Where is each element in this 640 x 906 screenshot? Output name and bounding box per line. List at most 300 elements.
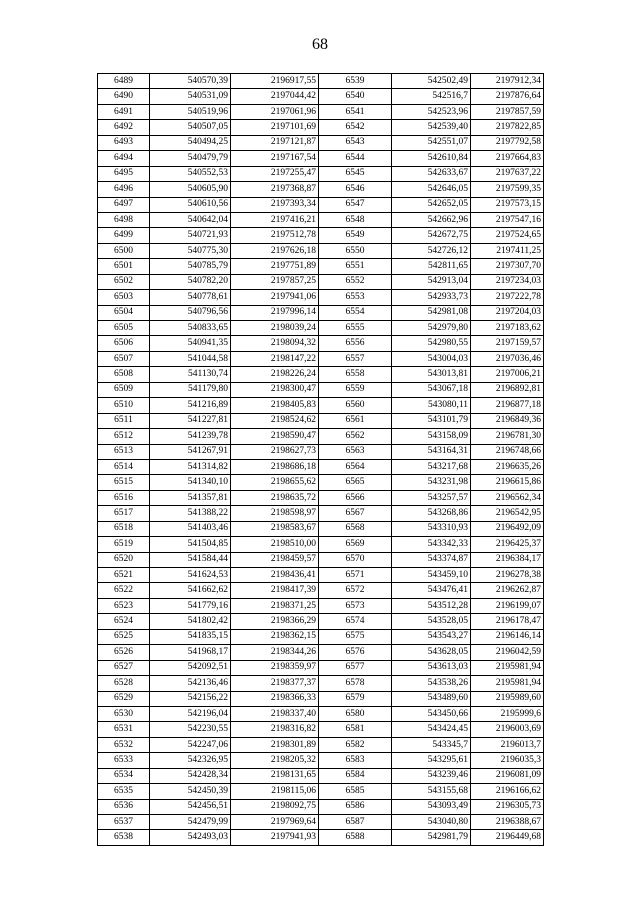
y-left-cell: 2197626,18	[231, 243, 319, 258]
table-row	[98, 799, 544, 814]
y-right-cell: 2197307,70	[471, 259, 544, 274]
point-number-left-cell: 6536	[98, 799, 150, 814]
point-number-right-cell: 6570	[319, 552, 392, 567]
point-number-right-cell: 6548	[319, 212, 392, 227]
point-number-right-cell: 6565	[319, 475, 392, 490]
point-number-right-cell: 6558	[319, 367, 392, 382]
point-number-right-cell: 6579	[319, 691, 392, 706]
point-number-left-cell: 6496	[98, 182, 150, 197]
point-number-right-cell: 6539	[319, 74, 392, 89]
x-left-cell: 541802,42	[150, 614, 231, 629]
x-right-cell: 543080,11	[392, 398, 471, 413]
y-right-cell: 2196305,73	[471, 799, 544, 814]
y-right-cell: 2196384,17	[471, 552, 544, 567]
point-number-left-cell: 6513	[98, 444, 150, 459]
point-number-right-cell: 6583	[319, 753, 392, 768]
point-number-left-cell: 6500	[98, 243, 150, 258]
y-left-cell: 2198598,97	[231, 506, 319, 521]
y-left-cell: 2198510,00	[231, 537, 319, 552]
point-number-right-cell: 6577	[319, 660, 392, 675]
point-number-right-cell: 6541	[319, 104, 392, 119]
point-number-right-cell: 6581	[319, 722, 392, 737]
point-number-left-cell: 6509	[98, 382, 150, 397]
x-left-cell: 542247,06	[150, 737, 231, 752]
point-number-left-cell: 6521	[98, 568, 150, 583]
point-number-right-cell: 6545	[319, 166, 392, 181]
x-left-cell: 540479,79	[150, 151, 231, 166]
table-row	[98, 614, 544, 629]
x-right-cell: 543538,26	[392, 676, 471, 691]
y-left-cell: 2198459,57	[231, 552, 319, 567]
x-left-cell: 541779,16	[150, 598, 231, 613]
x-right-cell: 543295,61	[392, 753, 471, 768]
y-right-cell: 2197547,16	[471, 212, 544, 227]
y-right-cell: 2196849,36	[471, 413, 544, 428]
table-row	[98, 305, 544, 320]
y-left-cell: 2197101,69	[231, 120, 319, 135]
table-row	[98, 120, 544, 135]
y-left-cell: 2197512,78	[231, 228, 319, 243]
point-number-left-cell: 6497	[98, 197, 150, 212]
x-left-cell: 541216,89	[150, 398, 231, 413]
x-right-cell: 542726,12	[392, 243, 471, 258]
point-number-left-cell: 6522	[98, 583, 150, 598]
x-left-cell: 540552,53	[150, 166, 231, 181]
point-number-left-cell: 6535	[98, 784, 150, 799]
point-number-right-cell: 6575	[319, 629, 392, 644]
table-row	[98, 737, 544, 752]
y-right-cell: 2196877,18	[471, 398, 544, 413]
y-right-cell: 2196542,95	[471, 506, 544, 521]
point-number-left-cell: 6538	[98, 830, 150, 845]
point-number-right-cell: 6586	[319, 799, 392, 814]
point-number-right-cell: 6547	[319, 197, 392, 212]
x-left-cell: 540531,09	[150, 89, 231, 104]
y-right-cell: 2196615,86	[471, 475, 544, 490]
y-right-cell: 2196492,09	[471, 521, 544, 536]
y-left-cell: 2197996,14	[231, 305, 319, 320]
point-number-right-cell: 6571	[319, 568, 392, 583]
x-right-cell: 542539,40	[392, 120, 471, 135]
x-left-cell: 542450,39	[150, 784, 231, 799]
y-left-cell: 2197416,21	[231, 212, 319, 227]
x-right-cell: 543239,46	[392, 768, 471, 783]
point-number-left-cell: 6531	[98, 722, 150, 737]
y-right-cell: 2196166,62	[471, 784, 544, 799]
point-number-left-cell: 6499	[98, 228, 150, 243]
point-number-right-cell: 6573	[319, 598, 392, 613]
x-right-cell: 542610,84	[392, 151, 471, 166]
x-left-cell: 540721,93	[150, 228, 231, 243]
y-right-cell: 2197183,62	[471, 321, 544, 336]
y-right-cell: 2197637,22	[471, 166, 544, 181]
table-row	[98, 753, 544, 768]
x-right-cell: 542502,49	[392, 74, 471, 89]
x-right-cell: 542662,96	[392, 212, 471, 227]
x-left-cell: 541044,58	[150, 351, 231, 366]
point-number-left-cell: 6505	[98, 321, 150, 336]
point-number-left-cell: 6503	[98, 290, 150, 305]
table-row	[98, 706, 544, 721]
point-number-right-cell: 6543	[319, 135, 392, 150]
table-row	[98, 274, 544, 289]
point-number-right-cell: 6562	[319, 429, 392, 444]
x-left-cell: 541388,22	[150, 506, 231, 521]
point-number-left-cell: 6508	[98, 367, 150, 382]
point-number-left-cell: 6528	[98, 676, 150, 691]
point-number-left-cell: 6537	[98, 815, 150, 830]
y-right-cell: 2195989,60	[471, 691, 544, 706]
x-left-cell: 541340,10	[150, 475, 231, 490]
x-left-cell: 542493,03	[150, 830, 231, 845]
point-number-right-cell: 6555	[319, 321, 392, 336]
table-row	[98, 135, 544, 150]
x-left-cell: 540610,56	[150, 197, 231, 212]
table-row	[98, 89, 544, 104]
x-left-cell: 542156,22	[150, 691, 231, 706]
y-right-cell: 2196388,67	[471, 815, 544, 830]
x-left-cell: 540570,39	[150, 74, 231, 89]
point-number-left-cell: 6533	[98, 753, 150, 768]
x-right-cell: 542933,73	[392, 290, 471, 305]
y-left-cell: 2198524,62	[231, 413, 319, 428]
table-row	[98, 413, 544, 428]
y-right-cell: 2197204,03	[471, 305, 544, 320]
y-right-cell: 2196178,47	[471, 614, 544, 629]
point-number-right-cell: 6556	[319, 336, 392, 351]
point-number-right-cell: 6559	[319, 382, 392, 397]
y-left-cell: 2198405,83	[231, 398, 319, 413]
y-right-cell: 2197234,03	[471, 274, 544, 289]
x-left-cell: 541357,81	[150, 490, 231, 505]
y-left-cell: 2198583,67	[231, 521, 319, 536]
x-left-cell: 540782,20	[150, 274, 231, 289]
y-right-cell: 2196562,34	[471, 490, 544, 505]
x-left-cell: 542230,55	[150, 722, 231, 737]
x-left-cell: 541584,44	[150, 552, 231, 567]
y-left-cell: 2197969,64	[231, 815, 319, 830]
point-number-left-cell: 6525	[98, 629, 150, 644]
y-right-cell: 2196892,81	[471, 382, 544, 397]
table-row	[98, 321, 544, 336]
point-number-left-cell: 6506	[98, 336, 150, 351]
point-number-right-cell: 6580	[319, 706, 392, 721]
point-number-left-cell: 6518	[98, 521, 150, 536]
x-left-cell: 541624,53	[150, 568, 231, 583]
y-right-cell: 2197664,83	[471, 151, 544, 166]
x-left-cell: 541239,78	[150, 429, 231, 444]
x-left-cell: 542196,04	[150, 706, 231, 721]
point-number-left-cell: 6514	[98, 459, 150, 474]
point-number-left-cell: 6498	[98, 212, 150, 227]
x-left-cell: 541662,62	[150, 583, 231, 598]
y-right-cell: 2196146,14	[471, 629, 544, 644]
y-right-cell: 2196035,3	[471, 753, 544, 768]
point-number-left-cell: 6527	[98, 660, 150, 675]
y-left-cell: 2197121,87	[231, 135, 319, 150]
y-left-cell: 2198362,15	[231, 629, 319, 644]
table-row	[98, 182, 544, 197]
table-row	[98, 568, 544, 583]
table-row	[98, 583, 544, 598]
page-number: 68	[312, 36, 328, 53]
table-row	[98, 552, 544, 567]
table-row	[98, 74, 544, 89]
x-right-cell: 543450,66	[392, 706, 471, 721]
y-left-cell: 2197061,96	[231, 104, 319, 119]
point-number-right-cell: 6569	[319, 537, 392, 552]
point-number-left-cell: 6519	[98, 537, 150, 552]
x-right-cell: 542516,7	[392, 89, 471, 104]
point-number-left-cell: 6490	[98, 89, 150, 104]
point-number-right-cell: 6550	[319, 243, 392, 258]
x-right-cell: 542551,07	[392, 135, 471, 150]
x-right-cell: 543101,79	[392, 413, 471, 428]
y-left-cell: 2198226,24	[231, 367, 319, 382]
y-left-cell: 2198300,47	[231, 382, 319, 397]
point-number-right-cell: 6574	[319, 614, 392, 629]
table-row	[98, 459, 544, 474]
x-left-cell: 540775,30	[150, 243, 231, 258]
table-row	[98, 104, 544, 119]
table-row	[98, 722, 544, 737]
table-row	[98, 660, 544, 675]
table-row	[98, 475, 544, 490]
table-row	[98, 351, 544, 366]
x-right-cell: 543164,31	[392, 444, 471, 459]
x-left-cell: 540519,96	[150, 104, 231, 119]
y-right-cell: 2197573,15	[471, 197, 544, 212]
y-right-cell: 2196781,30	[471, 429, 544, 444]
point-number-left-cell: 6493	[98, 135, 150, 150]
y-right-cell: 2196199,07	[471, 598, 544, 613]
y-left-cell: 2197167,54	[231, 151, 319, 166]
point-number-right-cell: 6549	[319, 228, 392, 243]
y-left-cell: 2198590,47	[231, 429, 319, 444]
y-left-cell: 2197857,25	[231, 274, 319, 289]
point-number-right-cell: 6572	[319, 583, 392, 598]
table-row	[98, 676, 544, 691]
y-right-cell: 2195981,94	[471, 660, 544, 675]
y-left-cell: 2198316,82	[231, 722, 319, 737]
point-number-right-cell: 6585	[319, 784, 392, 799]
x-right-cell: 543459,10	[392, 568, 471, 583]
point-number-right-cell: 6568	[319, 521, 392, 536]
y-left-cell: 2196917,55	[231, 74, 319, 89]
table-row	[98, 367, 544, 382]
point-number-left-cell: 6502	[98, 274, 150, 289]
y-right-cell: 2197524,65	[471, 228, 544, 243]
point-number-left-cell: 6524	[98, 614, 150, 629]
y-right-cell: 2197006,21	[471, 367, 544, 382]
y-right-cell: 2197411,25	[471, 243, 544, 258]
table-row	[98, 197, 544, 212]
y-right-cell: 2196449,68	[471, 830, 544, 845]
x-left-cell: 541504,85	[150, 537, 231, 552]
table-row	[98, 151, 544, 166]
y-left-cell: 2198039,24	[231, 321, 319, 336]
table-row	[98, 645, 544, 660]
table-row	[98, 336, 544, 351]
table-row	[98, 490, 544, 505]
point-number-right-cell: 6576	[319, 645, 392, 660]
point-number-left-cell: 6492	[98, 120, 150, 135]
y-left-cell: 2198344,26	[231, 645, 319, 660]
point-number-left-cell: 6512	[98, 429, 150, 444]
y-left-cell: 2197368,87	[231, 182, 319, 197]
y-right-cell: 2196748,66	[471, 444, 544, 459]
table-row	[98, 784, 544, 799]
y-left-cell: 2198436,41	[231, 568, 319, 583]
x-right-cell: 543613,03	[392, 660, 471, 675]
point-number-right-cell: 6552	[319, 274, 392, 289]
table-row	[98, 815, 544, 830]
x-left-cell: 541179,80	[150, 382, 231, 397]
point-number-right-cell: 6563	[319, 444, 392, 459]
table-row	[98, 444, 544, 459]
x-right-cell: 543231,98	[392, 475, 471, 490]
point-number-left-cell: 6507	[98, 351, 150, 366]
point-number-left-cell: 6511	[98, 413, 150, 428]
point-number-right-cell: 6557	[319, 351, 392, 366]
y-left-cell: 2198655,62	[231, 475, 319, 490]
y-right-cell: 2197792,58	[471, 135, 544, 150]
point-number-right-cell: 6553	[319, 290, 392, 305]
table-row	[98, 429, 544, 444]
table-row	[98, 382, 544, 397]
point-number-left-cell: 6501	[98, 259, 150, 274]
x-right-cell: 542646,05	[392, 182, 471, 197]
table-row	[98, 212, 544, 227]
x-right-cell: 542811,65	[392, 259, 471, 274]
point-number-left-cell: 6523	[98, 598, 150, 613]
point-number-left-cell: 6530	[98, 706, 150, 721]
y-left-cell: 2198359,97	[231, 660, 319, 675]
table-row	[98, 521, 544, 536]
x-right-cell: 543342,33	[392, 537, 471, 552]
x-left-cell: 542479,99	[150, 815, 231, 830]
table-row	[98, 691, 544, 706]
x-right-cell: 542980,55	[392, 336, 471, 351]
point-number-right-cell: 6588	[319, 830, 392, 845]
point-number-right-cell: 6566	[319, 490, 392, 505]
point-number-left-cell: 6517	[98, 506, 150, 521]
y-left-cell: 2198094,32	[231, 336, 319, 351]
y-right-cell: 2196013,7	[471, 737, 544, 752]
x-right-cell: 542981,79	[392, 830, 471, 845]
x-left-cell: 540507,05	[150, 120, 231, 135]
y-left-cell: 2198205,32	[231, 753, 319, 768]
y-left-cell: 2198115,06	[231, 784, 319, 799]
y-left-cell: 2198147,22	[231, 351, 319, 366]
point-number-right-cell: 6540	[319, 89, 392, 104]
point-number-left-cell: 6491	[98, 104, 150, 119]
point-number-left-cell: 6495	[98, 166, 150, 181]
x-right-cell: 543093,49	[392, 799, 471, 814]
point-number-left-cell: 6516	[98, 490, 150, 505]
x-right-cell: 543374,87	[392, 552, 471, 567]
x-left-cell: 542456,51	[150, 799, 231, 814]
table-row	[98, 166, 544, 181]
x-right-cell: 543476,41	[392, 583, 471, 598]
x-right-cell: 543310,93	[392, 521, 471, 536]
point-number-right-cell: 6546	[319, 182, 392, 197]
x-left-cell: 540941,35	[150, 336, 231, 351]
table-row	[98, 228, 544, 243]
x-right-cell: 543067,18	[392, 382, 471, 397]
x-left-cell: 541314,82	[150, 459, 231, 474]
y-left-cell: 2198377,37	[231, 676, 319, 691]
x-right-cell: 542981,08	[392, 305, 471, 320]
x-right-cell: 543628,05	[392, 645, 471, 660]
y-right-cell: 2196081,09	[471, 768, 544, 783]
point-number-right-cell: 6542	[319, 120, 392, 135]
table-row	[98, 398, 544, 413]
x-right-cell: 543424,45	[392, 722, 471, 737]
x-left-cell: 540642,04	[150, 212, 231, 227]
y-left-cell: 2197941,06	[231, 290, 319, 305]
x-left-cell: 540833,65	[150, 321, 231, 336]
y-left-cell: 2197255,47	[231, 166, 319, 181]
y-right-cell: 2197036,46	[471, 351, 544, 366]
y-left-cell: 2198131,65	[231, 768, 319, 783]
coordinates-table-body	[98, 74, 544, 846]
table-row	[98, 243, 544, 258]
x-right-cell: 543040,80	[392, 815, 471, 830]
y-left-cell: 2198635,72	[231, 490, 319, 505]
y-right-cell: 2196262,87	[471, 583, 544, 598]
y-right-cell: 2196003,69	[471, 722, 544, 737]
x-left-cell: 542136,46	[150, 676, 231, 691]
y-right-cell: 2197912,34	[471, 74, 544, 89]
point-number-left-cell: 6504	[98, 305, 150, 320]
y-right-cell: 2197857,59	[471, 104, 544, 119]
x-right-cell: 542672,75	[392, 228, 471, 243]
table-row	[98, 537, 544, 552]
point-number-left-cell: 6494	[98, 151, 150, 166]
x-right-cell: 543512,28	[392, 598, 471, 613]
y-left-cell: 2198371,25	[231, 598, 319, 613]
x-right-cell: 543217,68	[392, 459, 471, 474]
x-left-cell: 540778,61	[150, 290, 231, 305]
y-right-cell: 2196278,38	[471, 568, 544, 583]
y-right-cell: 2197599,35	[471, 182, 544, 197]
point-number-right-cell: 6554	[319, 305, 392, 320]
x-left-cell: 541130,74	[150, 367, 231, 382]
point-number-left-cell: 6529	[98, 691, 150, 706]
x-left-cell: 540796,56	[150, 305, 231, 320]
x-right-cell: 543268,86	[392, 506, 471, 521]
point-number-right-cell: 6578	[319, 676, 392, 691]
point-number-right-cell: 6582	[319, 737, 392, 752]
y-left-cell: 2198301,89	[231, 737, 319, 752]
table-row	[98, 506, 544, 521]
x-left-cell: 540785,79	[150, 259, 231, 274]
coordinates-table	[97, 73, 544, 846]
point-number-left-cell: 6532	[98, 737, 150, 752]
x-right-cell: 543528,05	[392, 614, 471, 629]
x-left-cell: 541267,91	[150, 444, 231, 459]
y-left-cell: 2197751,89	[231, 259, 319, 274]
point-number-left-cell: 6526	[98, 645, 150, 660]
x-left-cell: 542428,34	[150, 768, 231, 783]
y-right-cell: 2197222,78	[471, 290, 544, 305]
y-left-cell: 2197044,42	[231, 89, 319, 104]
y-left-cell: 2198092,75	[231, 799, 319, 814]
table-row	[98, 768, 544, 783]
point-number-right-cell: 6551	[319, 259, 392, 274]
x-right-cell: 543013,81	[392, 367, 471, 382]
